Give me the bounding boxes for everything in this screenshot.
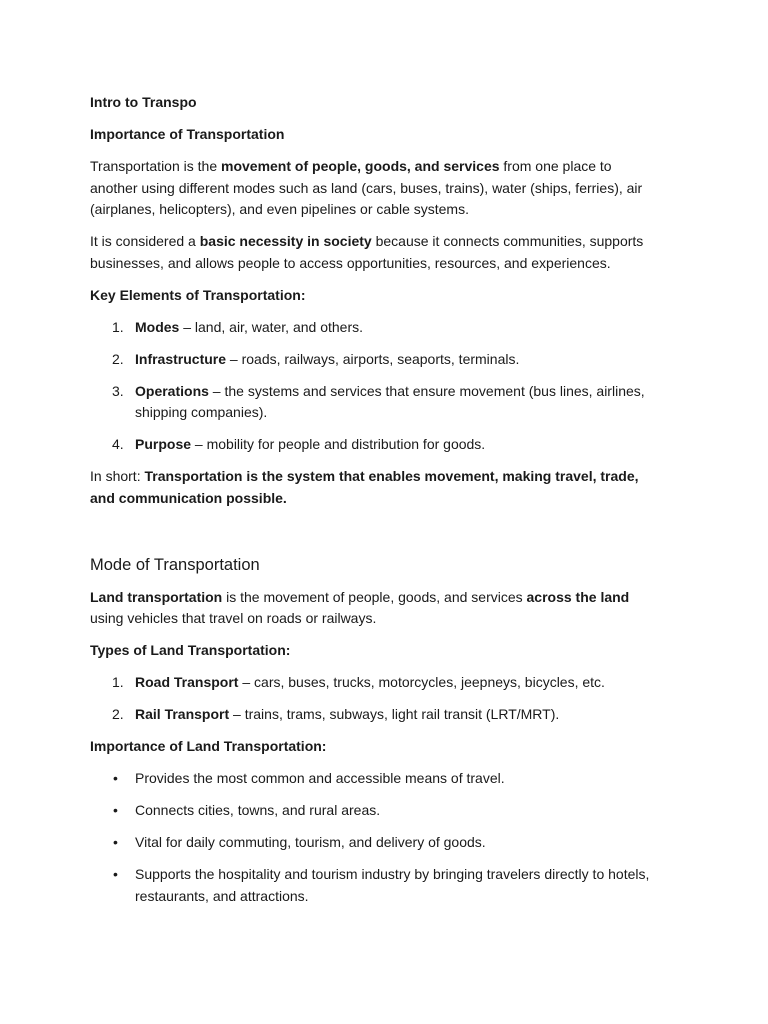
- paragraph-necessity: [90, 231, 660, 274]
- bullet-marker: •: [113, 802, 118, 818]
- bold-text-run: movement of people, goods, and services: [221, 158, 500, 174]
- paragraph-land-transportation: [90, 587, 660, 630]
- text-run: It is considered a: [90, 233, 200, 249]
- list-item: [90, 317, 660, 339]
- list-desc: – land, air, water, and others.: [179, 318, 364, 335]
- importance-land-list: [90, 768, 660, 907]
- list-term: Modes: [135, 318, 180, 335]
- text-run: In short:: [90, 468, 145, 484]
- list-term: Purpose: [135, 436, 192, 452]
- text-run: Transportation is the: [90, 158, 221, 174]
- list-number: 2.: [112, 706, 124, 722]
- key-elements-heading: Key Elements of Transportation:: [90, 286, 306, 303]
- types-heading: Types of Land Transportation:: [90, 642, 291, 658]
- list-desc: – cars, buses, trucks, motorcycles, jeepneys, bicycles, etc.: [238, 674, 605, 690]
- types-list: [90, 672, 660, 726]
- list-number: 3.: [112, 382, 124, 399]
- key-elements-list: [90, 317, 660, 456]
- list-item: [90, 434, 660, 456]
- list-text: Provides the most common and accessible means of travel.: [135, 770, 505, 786]
- bold-text-run: across the land: [526, 588, 630, 605]
- list-number: 1.: [112, 318, 124, 335]
- section-heading-mode: Mode of Transportation: [90, 556, 260, 574]
- text-run: is the movement of people, goods, and services: [222, 588, 527, 605]
- paragraph-in-short: [90, 466, 660, 509]
- bullet-marker: •: [113, 834, 118, 850]
- list-item: [90, 768, 660, 790]
- list-item: [90, 704, 660, 726]
- list-item: [90, 800, 660, 822]
- list-item: [90, 832, 660, 854]
- bold-text-run: Transportation is the system that enables movement, making travel, trade, and communication possible.: [90, 468, 639, 506]
- list-number: 1.: [112, 674, 124, 690]
- list-term: Operations: [135, 382, 209, 399]
- list-text: Supports the hospitality and tourism industry by bringing travelers directly to hotels, restaurants, and attractions.: [135, 866, 650, 904]
- list-item: [90, 381, 660, 424]
- list-desc: – roads, railways, airports, seaports, terminals.: [226, 350, 520, 367]
- text-run: from one place to another using different modes such as land (cars, buses, trains), water (ships, ferries), air (airplanes, helicopters), and even pipelines or cable systems.: [90, 158, 643, 217]
- list-term: Infrastructure: [135, 350, 227, 367]
- list-text: Vital for daily commuting, tourism, and delivery of goods.: [135, 834, 486, 850]
- bullet-marker: •: [113, 770, 118, 786]
- importance-land-heading: Importance of Land Transportation:: [90, 738, 327, 754]
- section-heading-importance: Importance of Transportation: [90, 126, 285, 142]
- list-text: Connects cities, towns, and rural areas.: [135, 802, 381, 818]
- bold-text-run: basic necessity in society: [199, 233, 372, 249]
- paragraph-definition: [90, 156, 660, 221]
- document-title: Intro to Transpo: [90, 94, 197, 110]
- text-run: using vehicles that travel on roads or railways.: [90, 610, 377, 626]
- list-desc: – mobility for people and distribution for goods.: [191, 436, 486, 452]
- list-number: 2.: [112, 350, 124, 367]
- bold-text-run: Land transportation: [90, 588, 223, 605]
- list-term: Road Transport: [135, 674, 239, 690]
- text-run: because it connects communities, supports businesses, and allows people to access opportunities, resources, and experiences.: [90, 233, 644, 271]
- document-body: [90, 92, 660, 918]
- list-desc: – the systems and services that ensure movement (bus lines, airlines, shipping companies).: [135, 382, 645, 420]
- bullet-marker: •: [113, 866, 118, 882]
- list-desc: – trains, trams, subways, light rail transit (LRT/MRT).: [229, 706, 560, 722]
- list-item: [90, 864, 660, 907]
- list-item: [90, 349, 660, 371]
- list-number: 4.: [112, 436, 124, 452]
- list-term: Rail Transport: [135, 706, 230, 722]
- list-item: [90, 672, 660, 694]
